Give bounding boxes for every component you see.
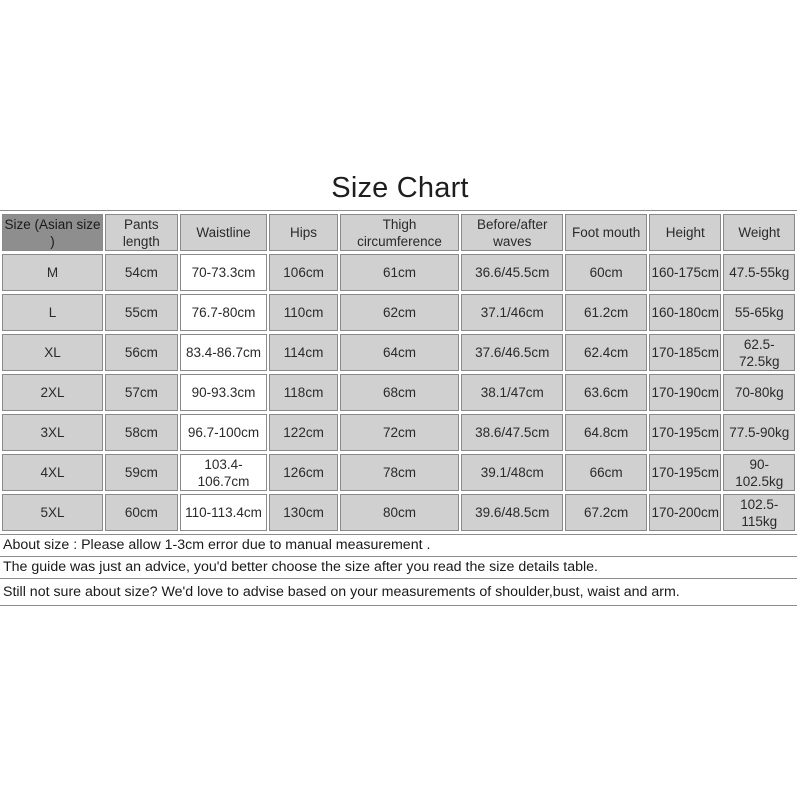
header-cell: Pants length — [105, 214, 177, 251]
note-error-margin: About size : Please allow 1-3cm error due to manual measurement . — [0, 534, 797, 556]
table-cell: 54cm — [105, 254, 177, 291]
table-cell: 39.6/48.5cm — [461, 494, 563, 531]
table-cell: 77.5-90kg — [723, 414, 795, 451]
note-contact: Still not sure about size? We'd love to advise based on your measurements of shoulder,bust, waist and arm. — [0, 578, 797, 605]
table-cell: 37.1/46cm — [461, 294, 563, 331]
header-cell: Foot mouth — [565, 214, 647, 251]
chart-title: Size Chart — [331, 172, 469, 204]
header-cell: Hips — [269, 214, 337, 251]
table-cell: 37.6/46.5cm — [461, 334, 563, 371]
table-cell: 130cm — [269, 494, 337, 531]
table-cell: 56cm — [105, 334, 177, 371]
table-cell: 114cm — [269, 334, 337, 371]
table-cell: 106cm — [269, 254, 337, 291]
size-chart — [0, 210, 797, 606]
table-cell: 118cm — [269, 374, 337, 411]
table-cell: 38.1/47cm — [461, 374, 563, 411]
table-cell: 126cm — [269, 454, 337, 491]
table-cell: 66cm — [565, 454, 647, 491]
table-cell: 70-80kg — [723, 374, 795, 411]
table-row — [2, 334, 795, 371]
table-cell: 55-65kg — [723, 294, 795, 331]
header-cell: Height — [649, 214, 721, 251]
size-label-cell: XL — [2, 334, 103, 371]
table-cell: 60cm — [105, 494, 177, 531]
table-cell: 122cm — [269, 414, 337, 451]
size-table — [0, 211, 797, 534]
table-cell: 57cm — [105, 374, 177, 411]
table-cell: 170-195cm — [649, 454, 721, 491]
table-cell: 96.7-100cm — [180, 414, 268, 451]
table-cell: 160-175cm — [649, 254, 721, 291]
table-cell: 64cm — [340, 334, 459, 371]
table-cell: 170-185cm — [649, 334, 721, 371]
size-label-cell: 5XL — [2, 494, 103, 531]
size-label-cell: L — [2, 294, 103, 331]
table-cell: 83.4-86.7cm — [180, 334, 268, 371]
header-cell: Weight — [723, 214, 795, 251]
table-cell: 55cm — [105, 294, 177, 331]
size-table-body — [2, 214, 795, 531]
header-cell: Before/after waves — [461, 214, 563, 251]
table-cell: 64.8cm — [565, 414, 647, 451]
size-label-cell: 2XL — [2, 374, 103, 411]
table-cell: 38.6/47.5cm — [461, 414, 563, 451]
table-row — [2, 494, 795, 531]
size-label-cell: M — [2, 254, 103, 291]
table-cell: 170-195cm — [649, 414, 721, 451]
table-row — [2, 374, 795, 411]
table-cell: 36.6/45.5cm — [461, 254, 563, 291]
table-cell: 60cm — [565, 254, 647, 291]
table-row — [2, 294, 795, 331]
table-cell: 70-73.3cm — [180, 254, 268, 291]
table-cell: 61.2cm — [565, 294, 647, 331]
table-cell: 61cm — [340, 254, 459, 291]
size-label-cell: 3XL — [2, 414, 103, 451]
size-label-cell: 4XL — [2, 454, 103, 491]
table-cell: 110-113.4cm — [180, 494, 268, 531]
table-cell: 90-102.5kg — [723, 454, 795, 491]
table-cell: 68cm — [340, 374, 459, 411]
table-cell: 62.4cm — [565, 334, 647, 371]
table-cell: 90-93.3cm — [180, 374, 268, 411]
table-cell: 78cm — [340, 454, 459, 491]
table-row — [2, 414, 795, 451]
table-cell: 62cm — [340, 294, 459, 331]
table-cell: 170-190cm — [649, 374, 721, 411]
table-cell: 62.5-72.5kg — [723, 334, 795, 371]
table-cell: 63.6cm — [565, 374, 647, 411]
table-cell: 110cm — [269, 294, 337, 331]
table-cell: 160-180cm — [649, 294, 721, 331]
header-cell: Waistline — [180, 214, 268, 251]
table-cell: 103.4-106.7cm — [180, 454, 268, 491]
table-cell: 67.2cm — [565, 494, 647, 531]
header-cell: Thigh circumference — [340, 214, 459, 251]
table-cell: 58cm — [105, 414, 177, 451]
table-row — [2, 454, 795, 491]
table-cell: 59cm — [105, 454, 177, 491]
table-cell: 76.7-80cm — [180, 294, 268, 331]
table-cell: 47.5-55kg — [723, 254, 795, 291]
note-advice: The guide was just an advice, you'd better choose the size after you read the size details table. — [0, 556, 797, 578]
table-cell: 39.1/48cm — [461, 454, 563, 491]
header-cell: Size (Asian size ) — [2, 214, 103, 251]
table-cell: 72cm — [340, 414, 459, 451]
table-cell: 170-200cm — [649, 494, 721, 531]
table-row — [2, 254, 795, 291]
table-cell: 102.5-115kg — [723, 494, 795, 531]
header-row — [2, 214, 795, 251]
table-cell: 80cm — [340, 494, 459, 531]
